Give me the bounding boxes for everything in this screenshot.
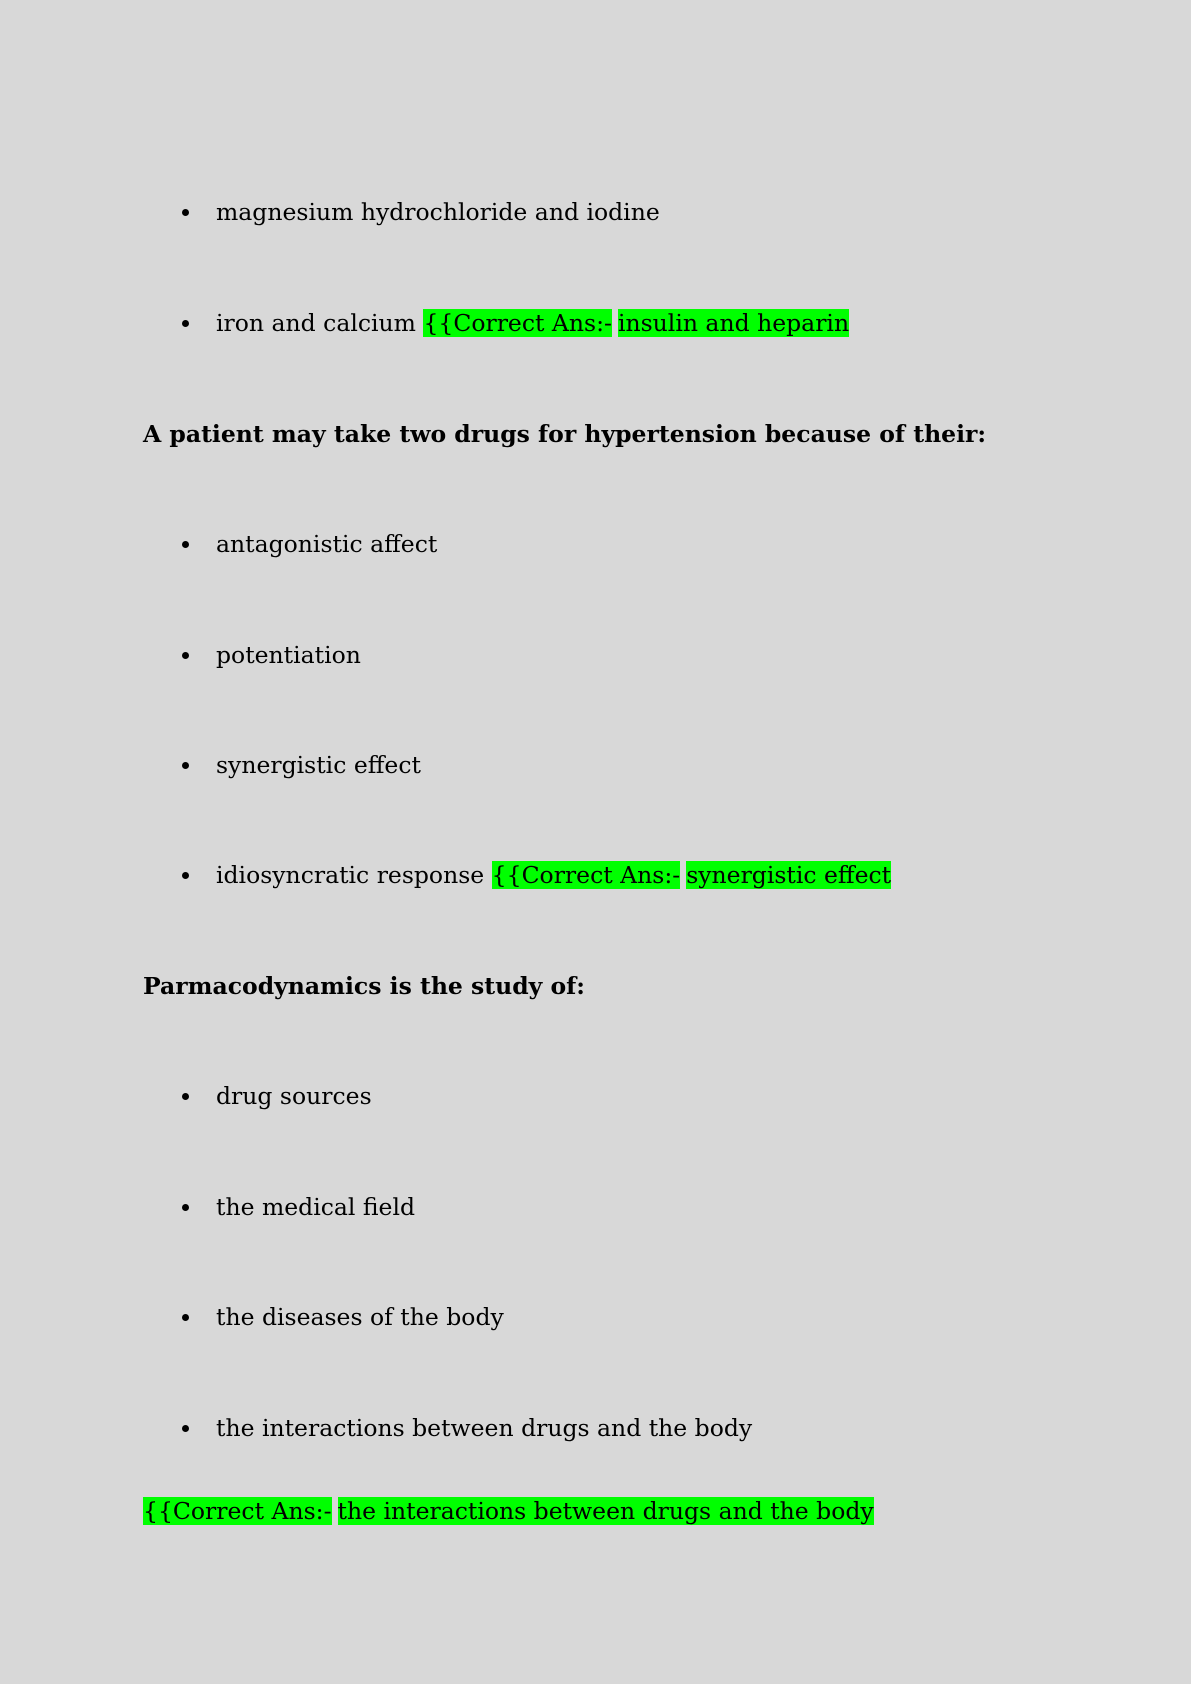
option-text: the medical field bbox=[216, 1193, 416, 1221]
bullet-icon bbox=[182, 872, 189, 879]
list-item bbox=[0, 198, 1191, 228]
correct-answer-text: the interactions between drugs and the body bbox=[337, 1497, 874, 1525]
list-item bbox=[0, 1414, 1191, 1444]
list-item bbox=[0, 1082, 1191, 1112]
list-item bbox=[0, 309, 1191, 339]
final-answer bbox=[143, 1497, 874, 1525]
bullet-icon bbox=[182, 320, 189, 327]
option-text: antagonistic affect bbox=[216, 530, 438, 558]
option-text-with-answer bbox=[216, 309, 849, 337]
option-text: idiosyncratic response bbox=[216, 861, 485, 889]
bullet-icon bbox=[182, 1093, 189, 1100]
correct-answer-tag: {{Correct Ans:- bbox=[143, 1497, 332, 1525]
option-text: synergistic effect bbox=[216, 751, 421, 779]
list-item bbox=[0, 1303, 1191, 1333]
question-text: Parmacodynamics is the study of: bbox=[143, 972, 585, 1000]
bullet-icon bbox=[182, 652, 189, 659]
list-item bbox=[0, 861, 1191, 891]
bullet-icon bbox=[182, 1425, 189, 1432]
bullet-icon bbox=[182, 209, 189, 216]
correct-answer-tag: {{Correct Ans:- bbox=[423, 309, 612, 337]
list-item bbox=[0, 751, 1191, 781]
list-item bbox=[0, 1193, 1191, 1223]
bullet-icon bbox=[182, 762, 189, 769]
answer-row bbox=[0, 1497, 1191, 1527]
list-item bbox=[0, 641, 1191, 671]
list-item bbox=[0, 530, 1191, 560]
bullet-icon bbox=[182, 1204, 189, 1211]
question-text: A patient may take two drugs for hypertension because of their: bbox=[143, 420, 987, 448]
correct-answer-tag: {{Correct Ans:- bbox=[491, 861, 681, 889]
option-text: the diseases of the body bbox=[216, 1303, 504, 1331]
bullet-icon bbox=[182, 1314, 189, 1321]
bullet-icon bbox=[182, 541, 189, 548]
question-row bbox=[0, 972, 1191, 1002]
correct-answer-text: synergistic effect bbox=[686, 861, 892, 889]
correct-answer-text: insulin and heparin bbox=[617, 309, 850, 337]
option-text: the interactions between drugs and the body bbox=[216, 1414, 753, 1442]
option-text: magnesium hydrochloride and iodine bbox=[216, 198, 660, 226]
option-text: drug sources bbox=[216, 1082, 372, 1110]
option-text: iron and calcium bbox=[216, 309, 416, 337]
option-text-with-answer bbox=[216, 861, 891, 889]
option-text: potentiation bbox=[216, 641, 361, 669]
question-row bbox=[0, 420, 1191, 450]
